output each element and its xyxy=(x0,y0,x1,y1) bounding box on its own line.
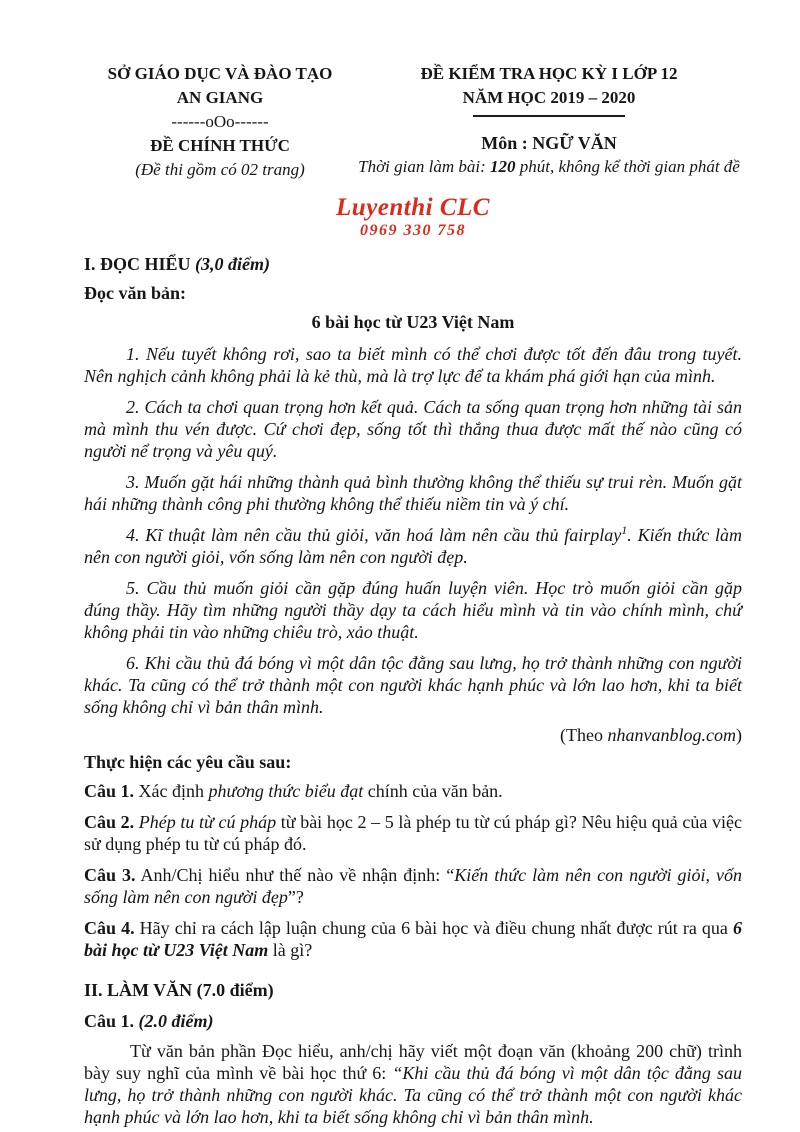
writing-section-heading: II. LÀM VĂN (7.0 điểm) xyxy=(84,980,274,1001)
source-suffix: ) xyxy=(736,725,742,746)
department-name: SỞ GIÁO DỤC VÀ ĐÀO TẠO xyxy=(107,64,333,83)
question-4-passage-title-ref: 6 bài học từ U23 Việt Nam xyxy=(84,918,742,961)
question-1 xyxy=(84,780,742,802)
question-3-label: Câu 3. xyxy=(84,865,136,886)
question-1-text: Xác định xyxy=(134,781,209,802)
reading-heading-text: I. ĐỌC HIỂU xyxy=(84,254,196,275)
question-4-text-end: là gì? xyxy=(268,940,313,961)
school-year: NĂM HỌC 2019 – 2020 xyxy=(462,88,636,107)
writing-body-quote: “Khi cầu thủ đá bóng vì một dân tộc đằng sau lưng, họ trở thành những con người khác. Ta cũng có thể trở thành một con người khác hạnh phúc và lớn lao hơn, khi ta biết sống không chỉ vì bản thân mình. xyxy=(84,1063,743,1128)
passage-paragraph-2: 2. Cách ta chơi quan trọng hơn kết quả. Cách ta sống quan trọng hơn những tài sản mà mình thu vén được. Cứ chơi đẹp, sống tốt thì thắng thua được mất thế nào cũng có người nể trọng và yêu quý. xyxy=(84,397,742,462)
question-4-text: Hãy chỉ ra cách lập luận chung của 6 bài học và điều chung nhất được rút ra qua xyxy=(134,918,733,939)
subject-line: Môn : NGỮ VĂN xyxy=(481,133,617,153)
passage-paragraph-3: 3. Muốn gặt hái những thành quả bình thường không thể thiếu sự trui rèn. Muốn gặt hái những thành công phi thường không thể thiếu niềm tin và ý chí. xyxy=(84,472,742,515)
passage-paragraph-1: 1. Nếu tuyết không rơi, sao ta biết mình có thể chơi được tốt đến đâu trong tuyết. Nên nghịch cảnh không phải là kẻ thù, mà là trợ lực để ta khám phá giới hạn của mình. xyxy=(84,344,742,387)
question-4-label: Câu 4. xyxy=(84,918,135,939)
time-limit-value: 120 xyxy=(489,157,516,176)
tasks-label: Thực hiện các yêu cầu sau: xyxy=(84,752,292,773)
question-3-quote: Kiến thức làm nên con người giỏi, vốn sống làm nên con người đẹp xyxy=(84,865,742,908)
official-exam-label: ĐỀ CHÍNH THỨC xyxy=(150,136,290,155)
writing-question-1-label: Câu 1. xyxy=(84,1011,135,1032)
question-3-text-end: ”? xyxy=(287,887,304,908)
question-3 xyxy=(84,864,742,908)
writing-section xyxy=(84,979,742,1128)
question-2-label: Câu 2. xyxy=(84,812,135,833)
exam-title-block xyxy=(356,62,742,179)
source-prefix: (Theo xyxy=(560,725,608,746)
paragraph-4-text: 4. Kĩ thuật làm nên cầu thủ giỏi, văn hoá làm nên cầu thủ fairplay xyxy=(126,525,622,546)
exam-title: ĐỀ KIỂM TRA HỌC KỲ I LỚP 12 xyxy=(420,64,678,83)
read-text-instruction: Đọc văn bản: xyxy=(84,283,187,304)
footnote-reference: 1 xyxy=(621,523,628,538)
passage-paragraph-5: 5. Cầu thủ muốn giỏi cần gặp đúng huấn luyện viên. Học trò muốn giỏi cần gặp đúng thầy. Hãy tìm những người thầy dạy ta cách hiểu mình và tin vào chính mình, chứ không phải tin vào những chiêu trò, xảo thuật. xyxy=(84,578,742,643)
writing-question-1 xyxy=(84,1010,742,1032)
passage-title: 6 bài học từ U23 Việt Nam xyxy=(311,312,515,333)
question-1-text-end: chính của văn bản. xyxy=(363,781,503,802)
passage-source xyxy=(84,724,742,746)
logo-name: Luyenthi CLC xyxy=(336,194,490,221)
question-4 xyxy=(84,917,742,961)
source-website: nhanvanblog.com xyxy=(607,725,736,746)
question-3-text: Anh/Chị hiểu như thế nào về nhận định: “ xyxy=(135,865,455,886)
paragraph-4-text-after-footnote: . Kiến thức làm nên con người giỏi, vốn sống làm nên con người đẹp. xyxy=(84,525,742,568)
exam-header xyxy=(84,62,742,182)
luyenthi-clc-logo xyxy=(84,194,742,239)
question-1-label: Câu 1. xyxy=(84,781,135,802)
reading-section-heading xyxy=(84,253,742,275)
writing-body-text: Từ văn bản phần Đọc hiểu, anh/chị hãy viết một đoạn văn (khoảng 200 chữ) trình bày suy nghĩ của mình về bài học thứ 6: xyxy=(84,1041,742,1084)
passage-paragraph-6: 6. Khi cầu thủ đá bóng vì một dân tộc đằng sau lưng, họ trở thành những con người khác. Ta cũng có thể trở thành một con người khác hạnh phúc và lớn lao hơn, khi ta biết sống không chỉ vì bản thân mình. xyxy=(84,653,742,718)
writing-question-1-points: (2.0 điểm) xyxy=(134,1011,214,1032)
question-1-italic-term: phương thức biểu đạt xyxy=(208,781,364,802)
question-2-text: từ bài học 2 – 5 là phép tu từ cú pháp gì? Nêu hiệu quả của việc sử dụng phép tu từ cú pháp đó. xyxy=(84,812,743,855)
reading-section xyxy=(84,253,742,961)
reading-heading-points: (3,0 điểm) xyxy=(195,254,270,275)
time-limit-suffix: phút, không kể thời gian phát đề xyxy=(515,157,740,176)
pages-note: (Đề thi gồm có 02 trang) xyxy=(135,160,305,179)
header-rule xyxy=(473,115,625,117)
time-limit-line xyxy=(356,155,742,179)
question-2-italic-term: Phép tu từ cú pháp xyxy=(138,812,277,833)
logo-phone-number: 0969 330 758 xyxy=(360,221,466,239)
time-limit-prefix: Thời gian làm bài: xyxy=(358,157,490,176)
question-2 xyxy=(84,811,742,855)
passage-paragraph-4 xyxy=(84,524,742,568)
issuing-authority-block xyxy=(84,62,356,182)
writing-question-1-body xyxy=(84,1040,742,1128)
ooo-divider: ------oOo------ xyxy=(171,112,269,131)
province-name: AN GIANG xyxy=(176,88,264,107)
